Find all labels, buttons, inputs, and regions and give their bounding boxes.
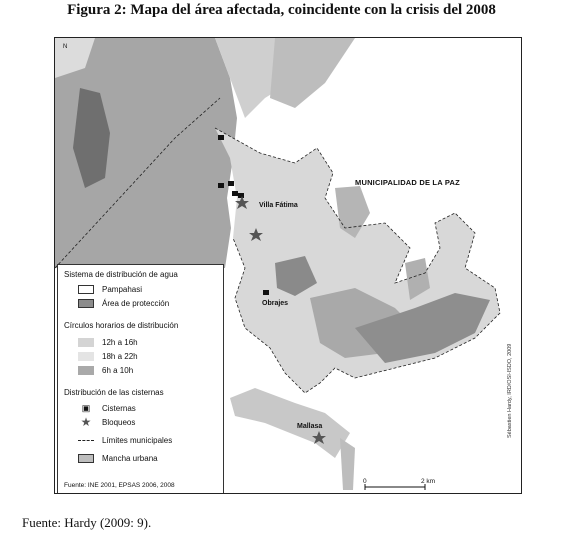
hours-3-swatch bbox=[78, 366, 94, 375]
legend-row-hours-2 bbox=[78, 351, 138, 362]
legend-row-bloqueos bbox=[78, 417, 135, 428]
hours-2-swatch bbox=[78, 352, 94, 361]
legend-protection-label: Área de protección bbox=[102, 299, 170, 308]
legend-row-pampahasi bbox=[78, 284, 142, 295]
map-legend bbox=[57, 264, 224, 494]
map-frame bbox=[54, 37, 522, 494]
vertical-credit: Sébastien Hardy, IRD/OSI-ISDO, 2009 bbox=[507, 343, 513, 438]
cisterna-marker bbox=[263, 290, 269, 295]
cisterna-marker bbox=[232, 191, 238, 196]
legend-hours-2-label: 18h a 22h bbox=[102, 352, 138, 361]
legend-cisternas-label: Cisternas bbox=[102, 404, 136, 413]
legend-pampahasi-label: Pampahasi bbox=[102, 285, 143, 294]
cisterna-marker bbox=[228, 181, 234, 186]
legend-source-note: Fuente: INE 2001, EPSAS 2006, 2008 bbox=[64, 482, 175, 489]
dashed-line-icon bbox=[78, 440, 94, 441]
figure-source: Fuente: Hardy (2009: 9). bbox=[22, 515, 152, 530]
star-icon: ★ bbox=[80, 415, 92, 429]
legend-row-hours-3 bbox=[78, 365, 133, 376]
hours-1-swatch bbox=[78, 338, 94, 347]
place-mallasa: Mallasa bbox=[297, 423, 323, 430]
north-arrow: N bbox=[63, 44, 68, 50]
scale-end: 2 km bbox=[421, 478, 436, 485]
legend-row-limites bbox=[78, 435, 172, 446]
southern-spur bbox=[340, 438, 355, 490]
cisterna-marker bbox=[218, 135, 224, 140]
municipality-label: MUNICIPALIDAD DE LA PAZ bbox=[355, 178, 460, 187]
cisterna-marker bbox=[238, 193, 244, 198]
pampahasi-swatch bbox=[78, 285, 94, 294]
place-villa-fatima: Villa Fátima bbox=[259, 202, 298, 209]
legend-bloqueos-label: Bloqueos bbox=[102, 418, 136, 427]
legend-hours-1-label: 12h a 16h bbox=[102, 338, 138, 347]
legend-row-hours-1 bbox=[78, 337, 138, 348]
figure-caption: Figura 2: Mapa del área afectada, coincidente con la crisis del 2008 bbox=[67, 2, 496, 18]
legend-section-water: Sistema de distribución de agua bbox=[64, 270, 178, 279]
legend-section-hours: Círculos horarios de distribución bbox=[64, 321, 179, 330]
place-obrajes: Obrajes bbox=[262, 300, 289, 307]
legend-row-cisternas bbox=[78, 403, 136, 414]
mancha-swatch bbox=[78, 454, 94, 463]
legend-hours-3-label: 6h a 10h bbox=[102, 366, 134, 375]
protection-swatch bbox=[78, 299, 94, 308]
northeast-gray-ridge bbox=[270, 38, 355, 108]
cisterna-marker bbox=[218, 183, 224, 188]
legend-mancha-label: Mancha urbana bbox=[102, 454, 158, 463]
legend-row-mancha bbox=[78, 453, 158, 464]
legend-limites-label: Límites municipales bbox=[102, 436, 173, 445]
mallasa-area bbox=[230, 388, 350, 458]
legend-row-protection bbox=[78, 298, 169, 309]
cisterna-icon: ▣ bbox=[81, 403, 91, 413]
scale-start: 0 bbox=[363, 478, 367, 485]
legend-section-cisterns: Distribución de las cisternas bbox=[64, 388, 164, 397]
